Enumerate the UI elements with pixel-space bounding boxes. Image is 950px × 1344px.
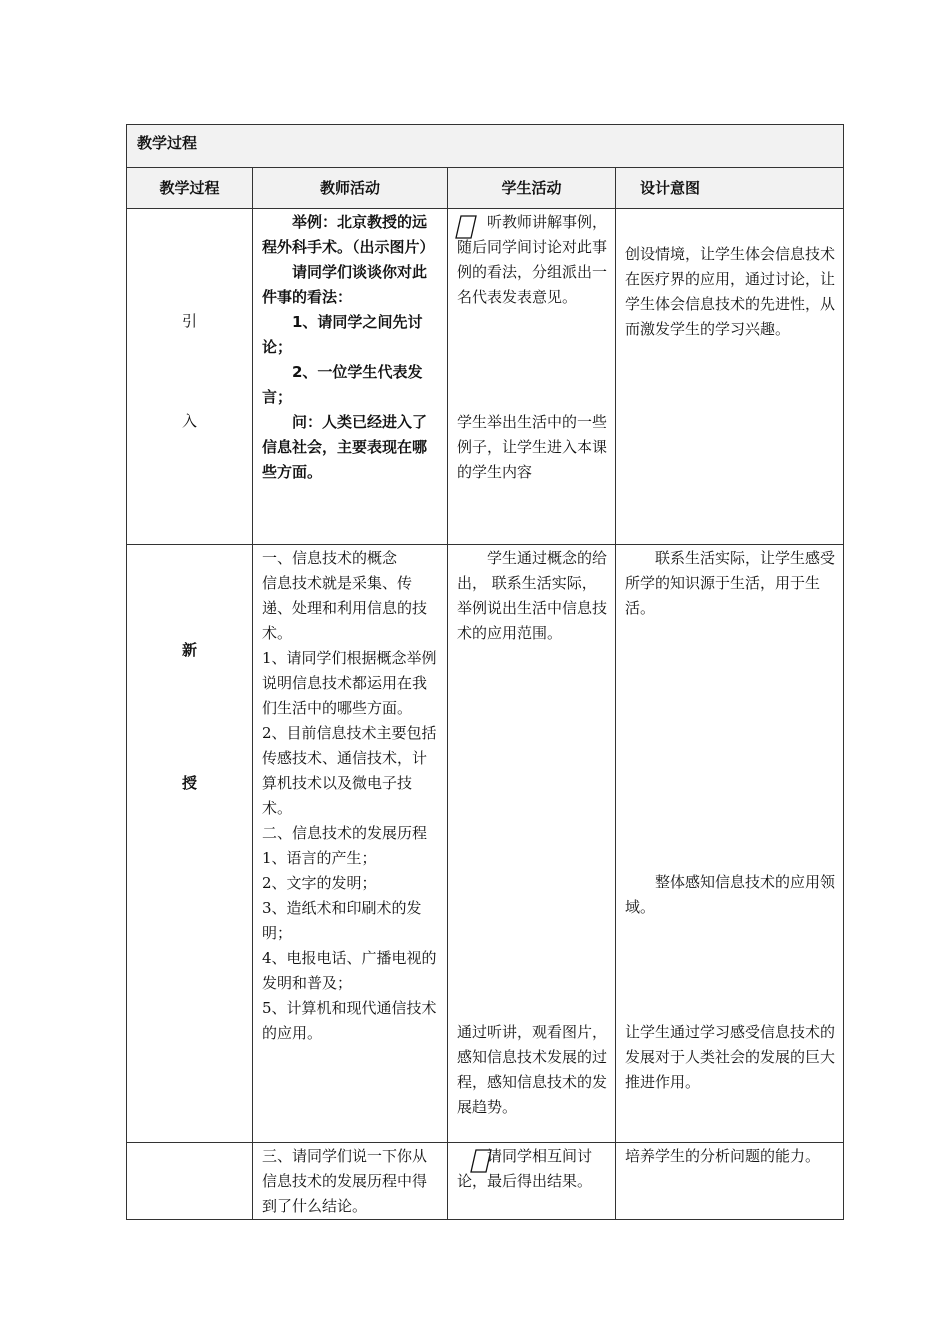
intent-text: 联系生活实际，让学生感受所学的知识源于生活，用于生活。 — [625, 549, 836, 617]
teacher-line: 1、请同学之间先讨论； — [262, 313, 423, 356]
design-intent-cell — [616, 1143, 844, 1220]
teacher-line: 信息技术就是采集、传递、处理和利用信息的技术。 — [262, 574, 428, 642]
teacher-line: 2、一位学生代表发言； — [262, 363, 423, 406]
stage-cell — [127, 1143, 253, 1220]
stage-char: 授 — [181, 774, 197, 792]
student-text: 通过听讲，观看图片，感知信息技术发展的过程，感知信息技术的发展趋势。 — [457, 1023, 608, 1116]
teacher-line: 5、计算机和现代通信技术的应用。 — [262, 999, 437, 1042]
teacher-line: 举例：北京教授的远程外科手术。（出示图片） — [262, 213, 435, 256]
section-title: 教学过程 — [127, 125, 844, 168]
teacher-line: 1、请同学们根据概念举例说明信息技术都运用在我们生活中的哪些方面。 — [262, 649, 437, 717]
teacher-line: 请同学们谈谈你对此件事的看法： — [262, 263, 428, 306]
row-discussion — [127, 1143, 844, 1220]
stage-cell — [127, 545, 253, 1143]
teacher-line: 问：人类已经进入了信息社会，主要表现在哪些方面。 — [262, 413, 428, 481]
intent-text: 让学生通过学习感受信息技术的发展对于人类社会的发展的巨大推进作用。 — [625, 1023, 836, 1091]
header-teacher: 教师活动 — [253, 168, 448, 209]
teacher-activity-cell — [253, 1143, 448, 1220]
teacher-activity-cell — [253, 545, 448, 1143]
header-intent: 设计意图 — [616, 168, 844, 209]
design-intent-cell — [616, 209, 844, 545]
intent-text: 创设情境，让学生体会信息技术在医疗界的应用，通过讨论，让学生体会信息技术的先进性，从而激发学生的学习兴趣。 — [625, 245, 836, 338]
teacher-line: 1、语言的产生； — [262, 849, 377, 867]
intent-text: 整体感知信息技术的应用领域。 — [625, 873, 836, 916]
row-introduction — [127, 209, 844, 545]
teacher-text: 三、请同学们说一下你从信息技术的发展历程中得到了什么结论。 — [262, 1147, 428, 1215]
student-activity-cell — [448, 209, 616, 545]
student-text: 听教师讲解事例，随后同学间讨论对此事例的看法，分组派出一名代表发表意见。 — [457, 213, 608, 306]
parallelogram-shape-icon — [470, 1149, 492, 1173]
intent-text: 培养学生的分析问题的能力。 — [625, 1147, 821, 1165]
header-row — [127, 168, 844, 209]
row-new-lesson — [127, 545, 844, 1143]
student-text: 学生通过概念的给出， 联系生活实际，举例说出生活中信息技术的应用范围。 — [457, 549, 608, 642]
student-activity-cell — [448, 545, 616, 1143]
header-student: 学生活动 — [448, 168, 616, 209]
teacher-line: 2、目前信息技术主要包括传感技术、通信技术，计算机技术以及微电子技术。 — [262, 724, 437, 817]
stage-char: 入 — [181, 412, 197, 430]
teacher-line: 2、文字的发明； — [262, 874, 377, 892]
teaching-process-table — [126, 124, 844, 1220]
teacher-line: 3、造纸术和印刷术的发明； — [262, 899, 422, 942]
student-text: 学生举出生活中的一些例子，让学生进入本课的学生内容 — [457, 413, 608, 481]
stage-char: 引 — [181, 312, 197, 330]
header-stage: 教学过程 — [127, 168, 253, 209]
teacher-activity-cell — [253, 209, 448, 545]
student-activity-cell — [448, 1143, 616, 1220]
stage-char: 新 — [181, 641, 197, 659]
parallelogram-shape-icon — [455, 215, 477, 239]
teacher-line: 4、电报电话、广播电视的发明和普及； — [262, 949, 437, 992]
stage-cell — [127, 209, 253, 545]
teacher-line: 二、信息技术的发展历程 — [262, 824, 428, 842]
teacher-line: 一、信息技术的概念 — [262, 549, 398, 567]
design-intent-cell — [616, 545, 844, 1143]
student-text: 请同学相互间讨论，最后得出结果。 — [457, 1147, 593, 1190]
